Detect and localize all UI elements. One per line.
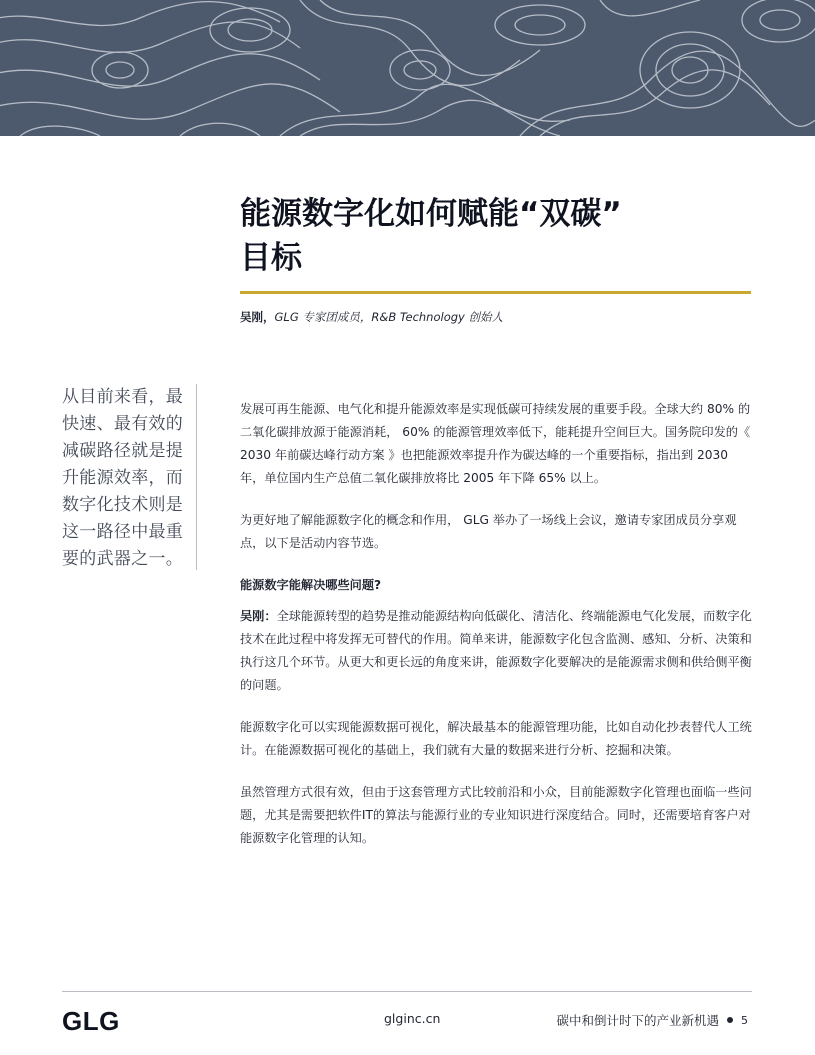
title-line-2: 目标	[240, 240, 302, 276]
answer-text: 全球能源转型的趋势是推动能源结构向低碳化、清洁化、终端能源电气化发展，而数字化技术在此过程中将发挥无可替代的作用。简单来讲，能源数字化包含监测、感知、分析、决策和执行这几个环节。从更大和更长远的角度来讲，能源数字化要解决的是能源需求侧和供给侧平衡的问题。	[240, 609, 752, 692]
article-body	[240, 398, 755, 869]
footer-divider	[62, 991, 752, 992]
bullet-dot-icon	[727, 1017, 733, 1023]
page-number: 5	[741, 1013, 748, 1027]
website-link[interactable]: glginc.cn	[384, 1011, 441, 1026]
author-roles: GLG 专家团成员，R&B Technology 创始人	[274, 310, 503, 324]
answer-paragraph	[240, 605, 755, 697]
body-paragraph-1: 发展可再生能源、电气化和提升能源效率是实现低碳可持续发展的重要手段。全球大约 80% 的二氧化碳排放源于能源消耗， 60% 的能源管理效率低下，能耗提升空间巨大。国务院印发的《 2030 年前碳达峰行动方案 》也把能源效率提升作为碳达峰的一个重要指标，指出到 2030 年，单位国内生产总值二氧化碳排放将比 2005 年下降 65% 以上。	[240, 402, 751, 485]
topographic-pattern	[0, 0, 815, 136]
author-separator: ，	[263, 310, 275, 324]
glg-logo: GLG	[62, 1006, 120, 1036]
author-byline	[240, 308, 503, 326]
topographic-banner	[0, 0, 815, 136]
publication-footer	[556, 1011, 748, 1029]
pull-quote: 从目前来看，最快速、最有效的减碳路径就是提升能源效率，而数字化技术则是这一路径中最重要的武器之一。	[62, 387, 184, 569]
title-line-1: 能源数字化如何赋能“双碳”	[240, 196, 622, 232]
body-paragraph-4: 虽然管理方式很有效，但由于这套管理方式比较前沿和小众，目前能源数字化管理也面临一些问题，尤其是需要把软件IT的算法与能源行业的专业知识进行深度结合。同时，还需要培育客户对能源数字化管理的认知。	[240, 785, 752, 845]
publication-title: 碳中和倒计时下的产业新机遇	[556, 1013, 719, 1028]
author-name: 吴刚	[240, 310, 263, 324]
title-divider	[240, 291, 751, 294]
body-paragraph-3: 能源数字化可以实现能源数据可视化，解决最基本的能源管理功能，比如自动化抄表替代人工统计。在能源数据可视化的基础上，我们就有大量的数据来进行分析、挖掘和决策。	[240, 720, 752, 757]
answer-speaker: 吴刚：	[240, 609, 277, 623]
section-question: 能源数字能解决哪些问题?	[240, 578, 382, 592]
pull-quote-divider	[196, 384, 197, 570]
body-paragraph-2: 为更好地了解能源数字化的概念和作用， GLG 举办了一场线上会议，邀请专家团成员分享观点，以下是活动内容节选。	[240, 513, 737, 550]
article-title	[240, 192, 760, 280]
